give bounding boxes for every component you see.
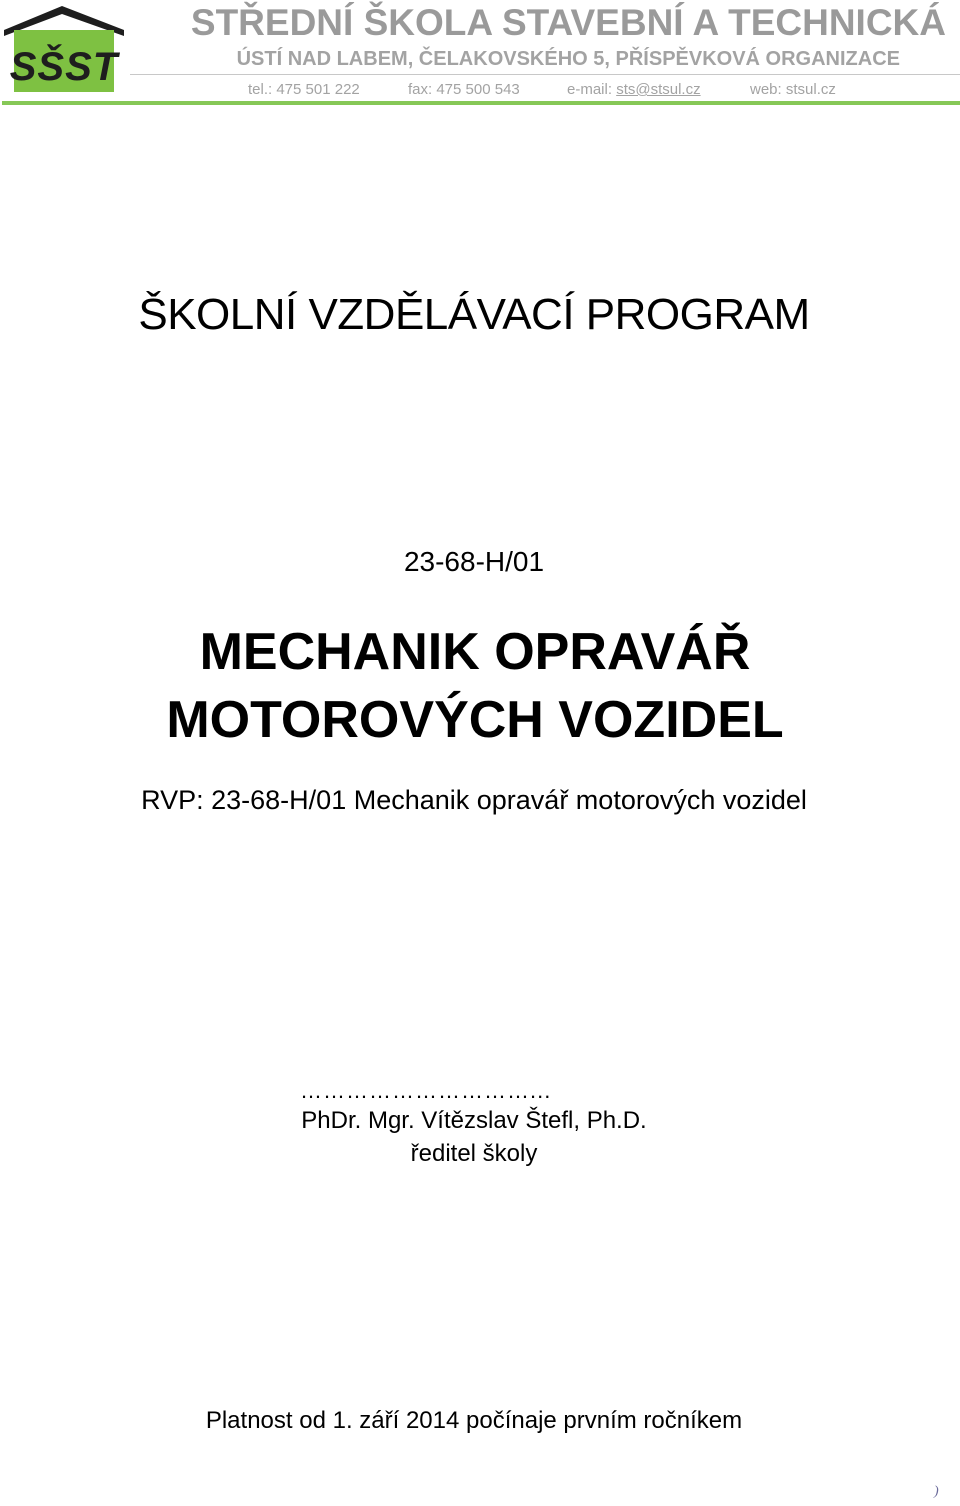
rvp-reference: RVP: 23-68-H/01 Mechanik opravář motorových vozidel	[141, 785, 807, 815]
signature-line: …………………………...	[300, 1078, 552, 1103]
contact-fax: fax: 475 500 543	[408, 81, 520, 98]
signatory-role: ředitel školy	[410, 1140, 538, 1167]
school-logo	[4, 6, 126, 94]
contact-email-label: e-mail:	[567, 81, 613, 98]
school-address: ÚSTÍ NAD LABEM, ČELAKOVSKÉHO 5, PŘÍSPĚVKOVÁ ORGANIZACE	[236, 48, 900, 70]
program-code: 23-68-H/01	[403, 546, 545, 577]
letterhead-divider	[130, 74, 960, 75]
signatory-name: PhDr. Mgr. Vítězslav Štefl, Ph.D.	[301, 1107, 647, 1134]
contact-email-link[interactable]: sts@stsul.cz	[616, 81, 701, 98]
logo-text: SŠST	[9, 45, 119, 89]
school-name: STŘEDNÍ ŠKOLA STAVEBNÍ A TECHNICKÁ	[190, 2, 946, 43]
program-name: MECHANIK OPRAVÁŘ MOTOROVÝCH VOZIDEL	[166, 623, 784, 749]
page-mark: )	[934, 1484, 939, 1499]
contact-phone: tel.: 475 501 222	[248, 81, 360, 98]
contact-email	[567, 80, 701, 100]
letterhead-green-rule	[2, 101, 960, 105]
contact-web: web: stsul.cz	[750, 81, 836, 98]
validity-statement: Platnost od 1. září 2014 počínaje prvním ročníkem	[205, 1407, 743, 1434]
document-title: ŠKOLNÍ VZDĚLÁVACÍ PROGRAM	[138, 290, 810, 339]
